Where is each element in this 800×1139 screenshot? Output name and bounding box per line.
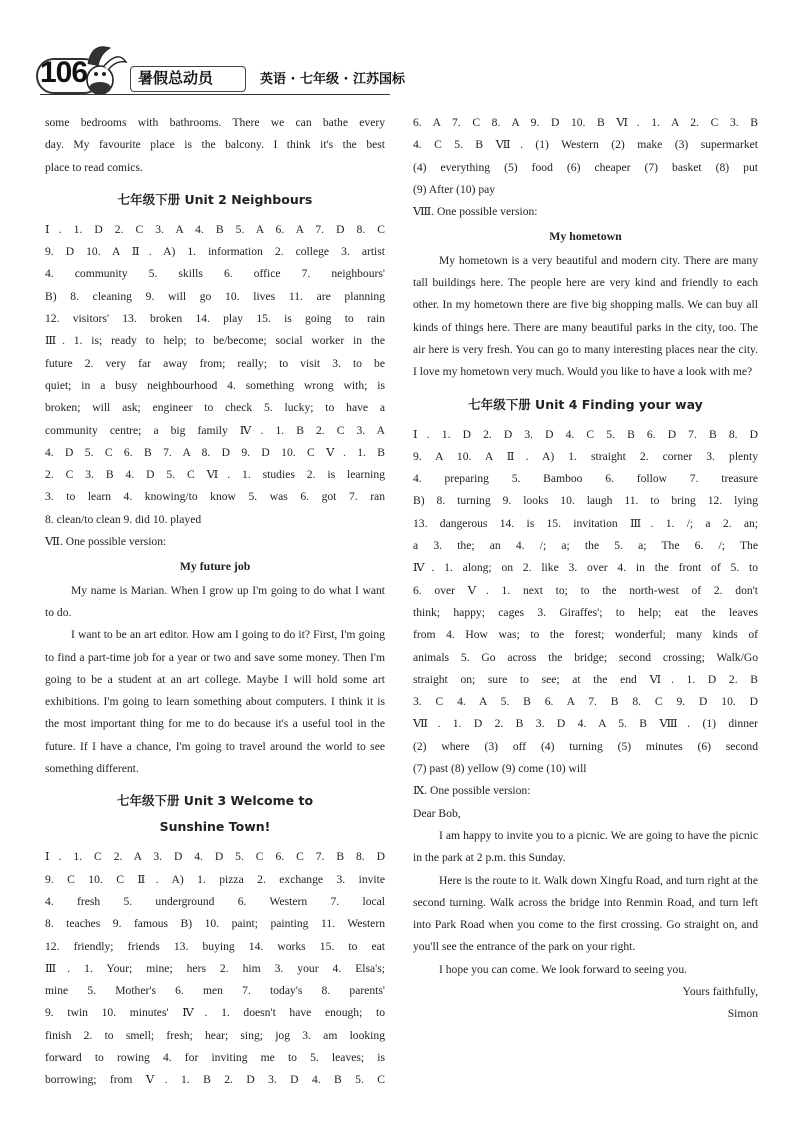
answer-line: 9. twin 10. minutes' Ⅳ. 1. doesn't have enough; to: [45, 1006, 385, 1020]
answer-line: Ⅲ. 1. is; ready to help; to be/become; social worker in the: [45, 334, 385, 348]
answer-line: borrowing; from Ⅴ. 1. B 2. D 3. D 4. B 5. C: [45, 1073, 385, 1087]
version-label: Ⅸ. One possible version:: [413, 784, 531, 798]
page-number: 106: [40, 56, 88, 89]
answer-line: 4. D 5. C 6. B 7. A 8. D 9. D 10. C Ⅴ. 1. B: [45, 445, 385, 459]
answer-line: 4. community 5. skills 6. office 7. neighbours': [45, 267, 385, 281]
essay-paragraph: My hometown is a very beautiful and modern city. There are many tall buildings here. The people here are very kind and friendly to each other. In my hometown there are five big shopping malls. We can buy all kinds of things here. There are many beautiful parks in the city, too. The air here is very fresh. You can go to many interesting places near the city. I love my hometown very much. Would you like to have a look with me?: [413, 253, 758, 379]
answer-line: 4. C 5. B Ⅶ. (1) Western (2) make (3) supermarket: [413, 138, 758, 152]
answer-line: (4) everything (5) food (6) cheaper (7) basket (8) put: [413, 160, 758, 174]
book-subtitle: 英语 · 七年级 · 江苏国标: [260, 72, 405, 87]
unit4-title: 七年级下册 Unit 4 Finding your way: [468, 396, 703, 412]
intro-line: some bedrooms with bathrooms. There we can bathe every: [45, 116, 385, 129]
answer-line: Ⅰ. 1. D 2. D 3. D 4. C 5. B 6. D 7. B 8. D: [413, 427, 758, 441]
answer-line: a 3. the; an 4. /; a; the 5. a; The 6. /; The: [413, 539, 758, 553]
essay-paragraph: I want to be an art editor. How am I going to do it? First, I'm going to find a part-time job for a year or two and save some money. Then I'm going to be a student at an art college. Maybe I will hold some art exhibitions. I'm going to learn something about computers. I think it is the most important thing for me to do because it's a useful tool in the future. If I have a chance, I'm going to travel around the world to see something different.: [45, 628, 385, 776]
letter-closing: Yours faithfully,: [682, 984, 758, 998]
answer-line: 8. teaches 9. famous B) 10. paint; painting 11. Western: [45, 917, 385, 931]
version-label: Ⅷ. One possible version:: [413, 205, 538, 219]
answer-line: (7) past (8) yellow (9) come (10) will: [413, 762, 587, 776]
answer-line: 3. to learn 4. knowing/to know 5. was 6. got 7. ran: [45, 490, 385, 504]
answer-line: broken; will ask; engineer to check 5. lucky; to have a: [45, 401, 385, 415]
answer-line: 9. C 10. C Ⅱ. A) 1. pizza 2. exchange 3. invite: [45, 872, 385, 886]
essay-title: My hometown: [549, 229, 622, 244]
answer-line: 3. C 4. A 5. B 6. A 7. B 8. C 9. D 10. D: [413, 695, 758, 709]
answer-line: straight on; sure to see; at the end Ⅵ. 1. D 2. B: [413, 672, 758, 686]
unit3-title-line2: Sunshine Town!: [159, 819, 271, 835]
answer-line: 4. preparing 5. Bamboo 6. follow 7. treasure: [413, 472, 758, 486]
letter-paragraph: Here is the route to it. Walk down Xingfu Road, and turn right at the second turning. Walk across the bridge into Renmin Road, and turn left into Park Road when you come to the first crossing. Go straight on, and you'll see the entrance of the park on your right.: [413, 873, 758, 954]
answer-line: 6. over Ⅴ. 1. next to; to the north-west of 2. don't: [413, 583, 758, 597]
answer-line: 9. A 10. A Ⅱ. A) 1. straight 2. corner 3. plenty: [413, 449, 758, 463]
answer-line: think; happy; cages 3. Giraffes'; to help; eat the leaves: [413, 605, 758, 619]
answer-line: forward to rowing 4. for inviting me to 5. leaves; is: [45, 1050, 385, 1064]
answer-line: animals 5. Go across the bridge; second crossing; Walk/Go: [413, 650, 758, 664]
answer-line: Ⅲ. 1. Your; mine; hers 2. him 3. your 4. Elsa's;: [45, 961, 385, 975]
answer-line: 12. friendly; friends 13. buying 14. works 15. to eat: [45, 939, 385, 953]
answer-line: (2) where (3) off (4) turning (5) minutes (6) second: [413, 739, 758, 753]
answer-line: Ⅳ. 1. along; on 2. like 3. over 4. in the front of 5. to: [413, 561, 758, 575]
series-title: 暑假总动员: [138, 69, 214, 87]
letter-signature: Simon: [727, 1007, 758, 1021]
right-column: [413, 112, 758, 1026]
letter-greeting: Dear Bob,: [413, 806, 461, 820]
version-label: Ⅶ. One possible version:: [45, 535, 167, 549]
answer-line: B) 8. turning 9. looks 10. laugh 11. to bring 12. lying: [413, 494, 758, 508]
intro-line: place to read comics.: [45, 160, 143, 174]
essay-paragraph: My name is Marian. When I grow up I'm going to do what I want to do.: [45, 583, 385, 619]
answer-line: community centre; a big family Ⅳ. 1. B 2. C 3. A: [45, 423, 385, 437]
unit3-title: 七年级下册 Unit 3 Welcome to: [116, 793, 314, 809]
essay-title: My future job: [179, 559, 251, 574]
answer-line: 2. C 3. B 4. D 5. C Ⅵ. 1. studies 2. is learning: [45, 468, 385, 482]
answer-line: 8. clean/to clean 9. did 10. played: [45, 512, 202, 526]
answer-line: B) 8. cleaning 9. will go 10. lives 11. are planning: [45, 289, 385, 303]
answer-line: 9. D 10. A Ⅱ. A) 1. information 2. college 3. artist: [45, 245, 385, 259]
answer-line: future 2. very far away from; really; to visit 3. to be: [45, 356, 385, 370]
answer-line: mine 5. Mother's 6. men 7. today's 8. parents': [45, 984, 385, 998]
answer-line: 13. dangerous 14. is 15. invitation Ⅲ. 1. /; a 2. an;: [413, 516, 758, 530]
page-header: [0, 0, 800, 100]
answer-line: 6. A 7. C 8. A 9. D 10. B Ⅵ. 1. A 2. C 3. B: [413, 116, 758, 129]
answer-line: 4. fresh 5. underground 6. Western 7. local: [45, 894, 385, 908]
answer-line: (9) After (10) pay: [413, 182, 496, 196]
letter-paragraph: I am happy to invite you to a picnic. We are going to have the picnic in the park at 2 p.m. this Sunday.: [413, 828, 758, 865]
answer-line: from 4. How was; to the forest; wonderful; many kinds of: [413, 628, 758, 642]
mascot-icon: [70, 40, 130, 100]
answer-line: Ⅶ. 1. D 2. B 3. D 4. A 5. B Ⅷ. (1) dinner: [413, 717, 758, 731]
answer-line: Ⅰ. 1. D 2. C 3. A 4. B 5. A 6. A 7. D 8. C: [45, 222, 385, 236]
intro-line: day. My favourite place is the balcony. I think it's the best: [45, 138, 385, 152]
answer-line: finish 2. to smell; fresh; hear; sing; jog 3. am looking: [45, 1028, 385, 1042]
unit2-title: 七年级下册 Unit 2 Neighbours: [117, 191, 313, 207]
answer-line: quiet; in a busy neighbourhood 4. something wrong with; is: [45, 378, 385, 392]
answer-line: 12. visitors' 13. broken 14. play 15. is going to rain: [45, 312, 385, 326]
letter-paragraph: I hope you can come. We look forward to seeing you.: [439, 962, 688, 976]
answer-line: Ⅰ. 1. C 2. A 3. D 4. D 5. C 6. C 7. B 8. D: [45, 850, 385, 864]
left-column: [45, 112, 385, 1092]
header-divider: [40, 94, 390, 95]
